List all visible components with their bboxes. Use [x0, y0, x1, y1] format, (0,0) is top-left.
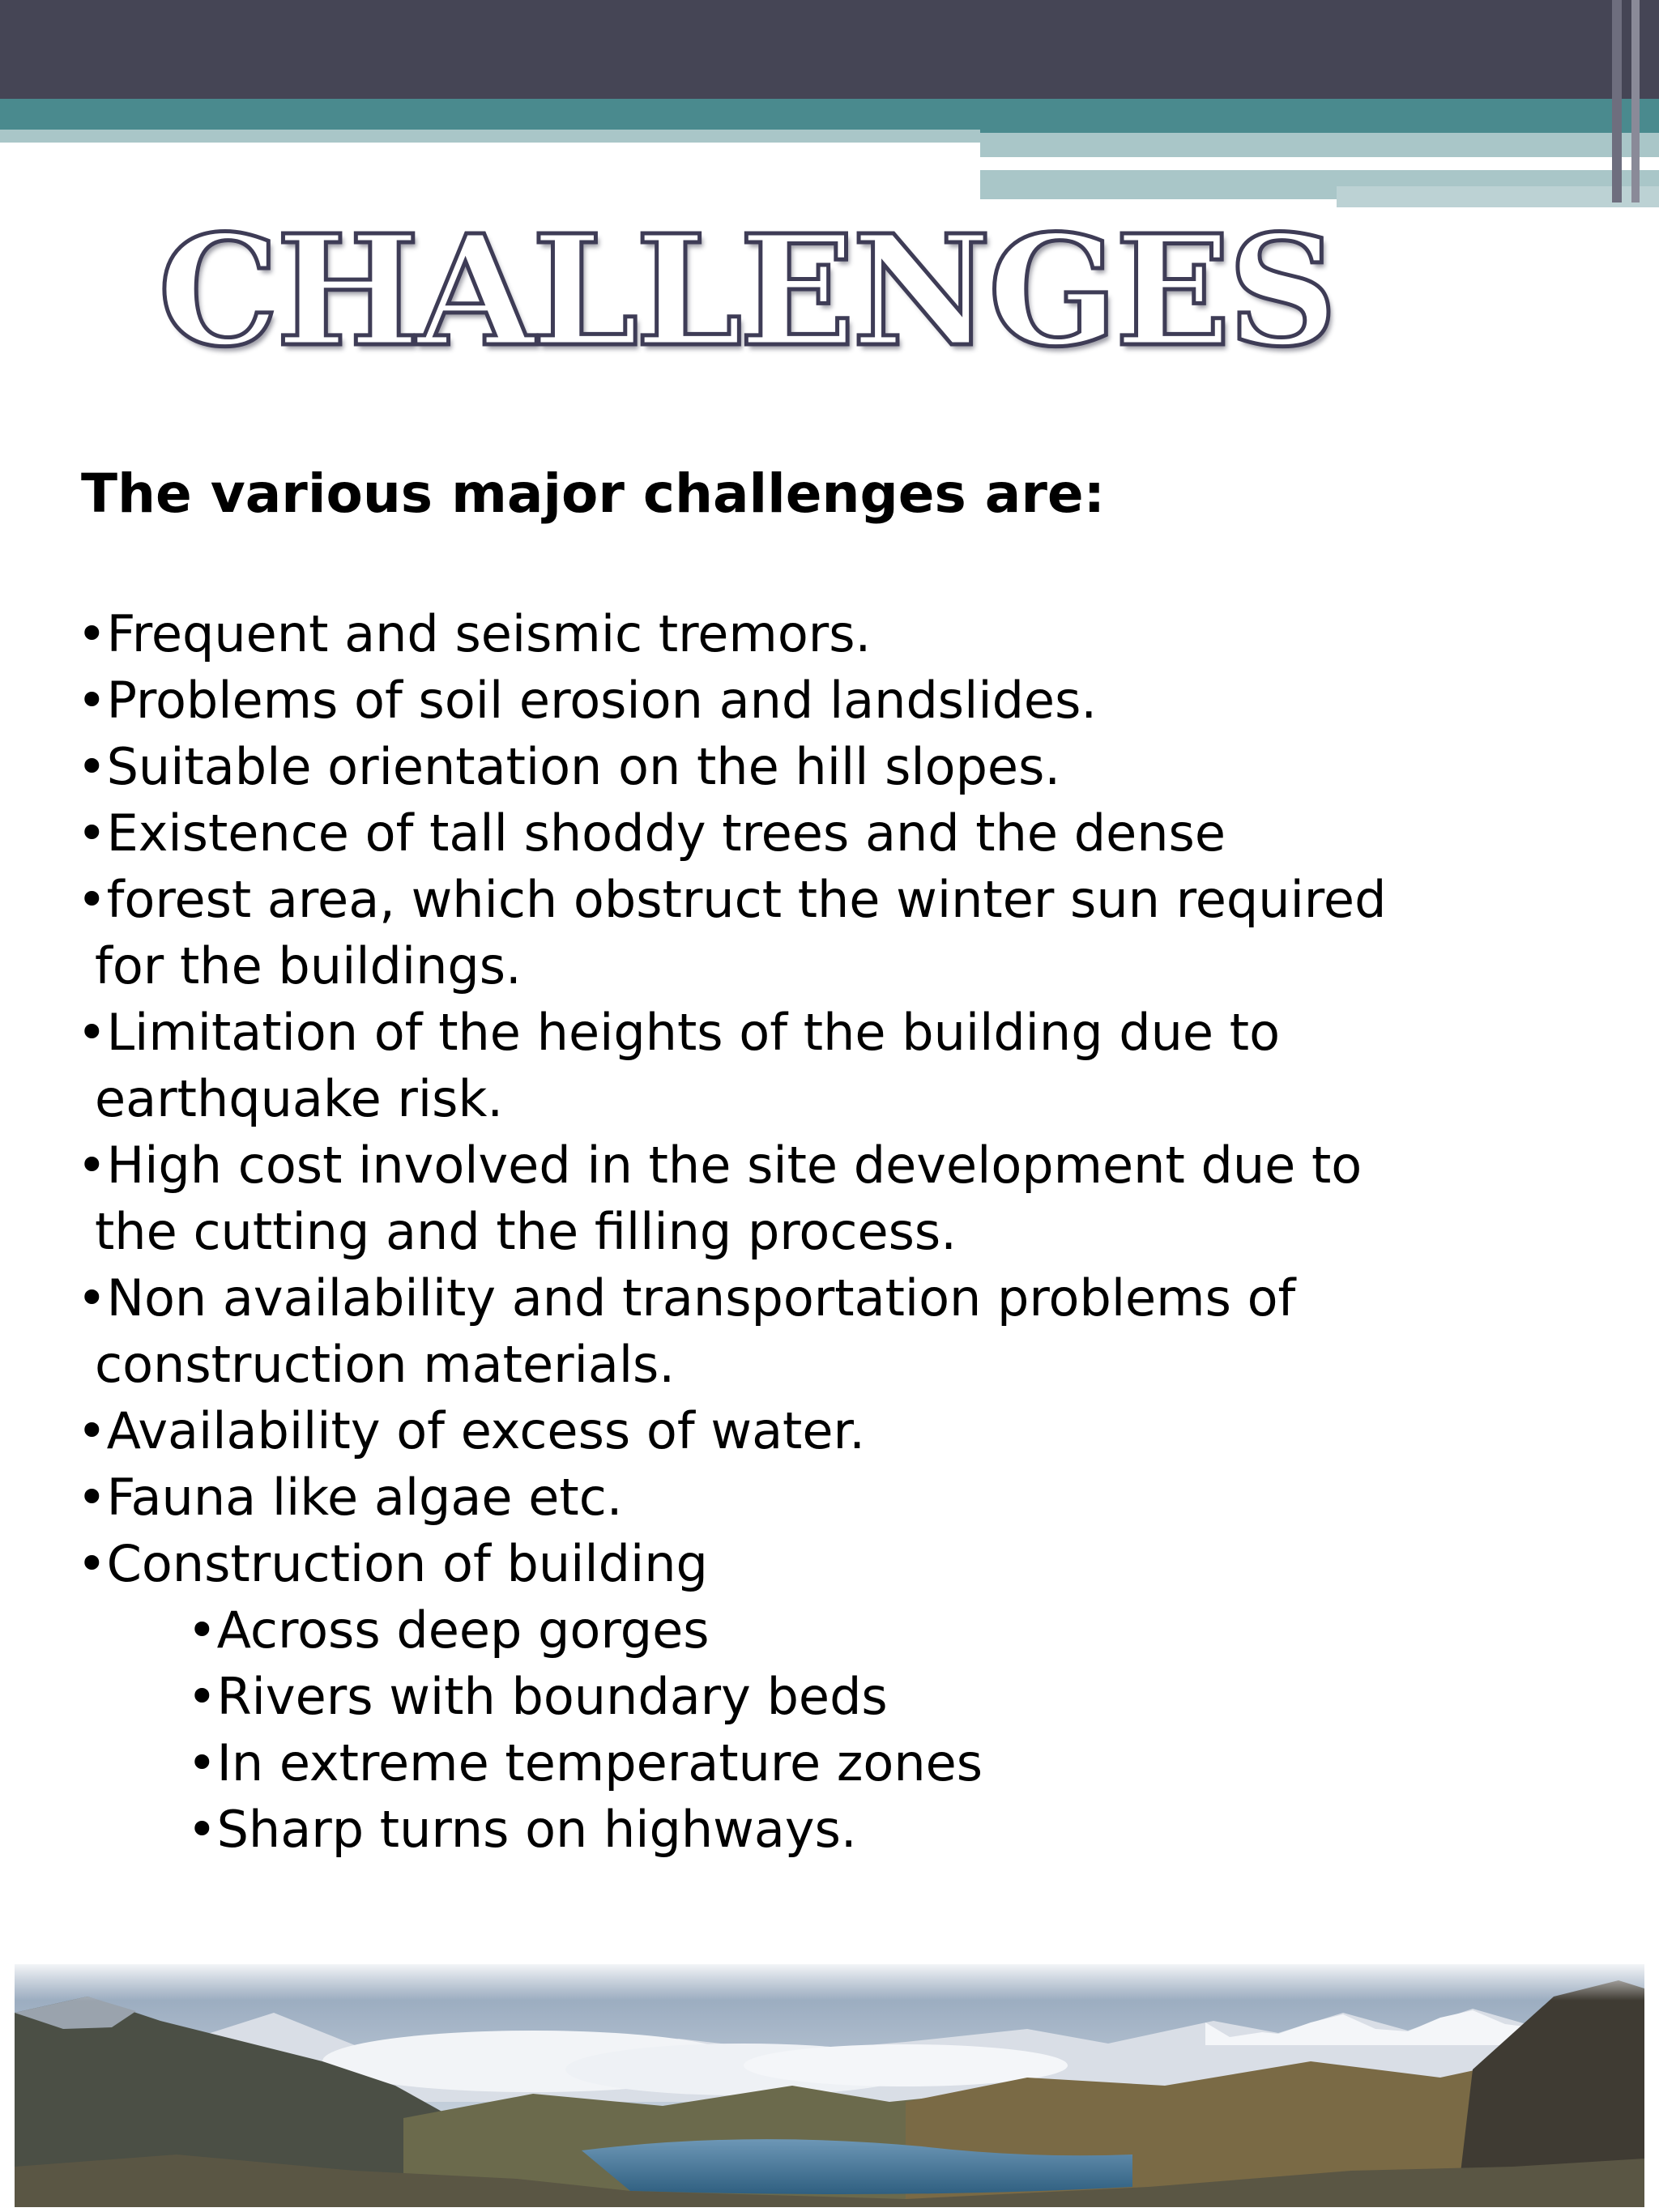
header-band-teal [0, 99, 1659, 133]
list-item-text: •forest area, which obstruct the winter sun required [77, 870, 1387, 929]
list-item-text: •High cost involved in the site development due to [77, 1136, 1363, 1195]
list-item-continuation: for the buildings. [95, 936, 522, 995]
list-item-continuation: earthquake risk. [95, 1069, 504, 1128]
intro-text: The various major challenges are: [81, 462, 1106, 525]
list-item-text: •Frequent and seismic tremors. [77, 604, 872, 663]
list-item [77, 1265, 1616, 1398]
mountain-landscape-illustration [15, 1964, 1644, 2207]
list-item [77, 800, 1616, 867]
header-band-line [980, 160, 1539, 167]
header-band-light [1337, 186, 1659, 207]
list-item-text: •Availability of excess of water. [77, 1401, 866, 1460]
list-item [77, 999, 1616, 1132]
header-band-dark [0, 0, 1659, 99]
list-item [77, 601, 1616, 667]
list-item [77, 1464, 1616, 1531]
slide-title: CHALLENGES [158, 202, 1335, 381]
list-item [77, 1398, 1616, 1464]
header-band-light [980, 133, 1659, 157]
list-item [77, 667, 1616, 734]
header-edge-stripe [1631, 0, 1640, 202]
list-item-text: •Construction of building [77, 1534, 708, 1593]
header-band-light [0, 130, 980, 143]
challenge-list [77, 601, 1616, 1863]
list-item [77, 734, 1616, 800]
sub-list-item: •In extreme temperature zones [187, 1733, 983, 1792]
list-item [77, 1531, 1616, 1597]
list-item-text: •Limitation of the heights of the building due to [77, 1003, 1281, 1062]
list-item-text: •Fauna like algae etc. [77, 1468, 623, 1527]
list-item-text: •Problems of soil erosion and landslides. [77, 671, 1098, 730]
list-item-continuation: construction materials. [95, 1335, 676, 1394]
mountain-panorama-image [15, 1964, 1644, 2207]
list-item-text: •Suitable orientation on the hill slopes. [77, 737, 1061, 796]
list-item-text: •Existence of tall shoddy trees and the dense [77, 803, 1226, 863]
list-item-continuation: the cutting and the filling process. [95, 1202, 957, 1261]
list-item-text: •Non availability and transportation problems of [77, 1268, 1296, 1328]
sub-list-item: •Sharp turns on highways. [187, 1800, 857, 1859]
list-item [77, 867, 1616, 999]
list-item [77, 1132, 1616, 1265]
sub-list-item: •Rivers with boundary beds [187, 1667, 888, 1726]
sub-list-item: •Across deep gorges [187, 1600, 710, 1660]
header-edge-stripe [1612, 0, 1622, 202]
